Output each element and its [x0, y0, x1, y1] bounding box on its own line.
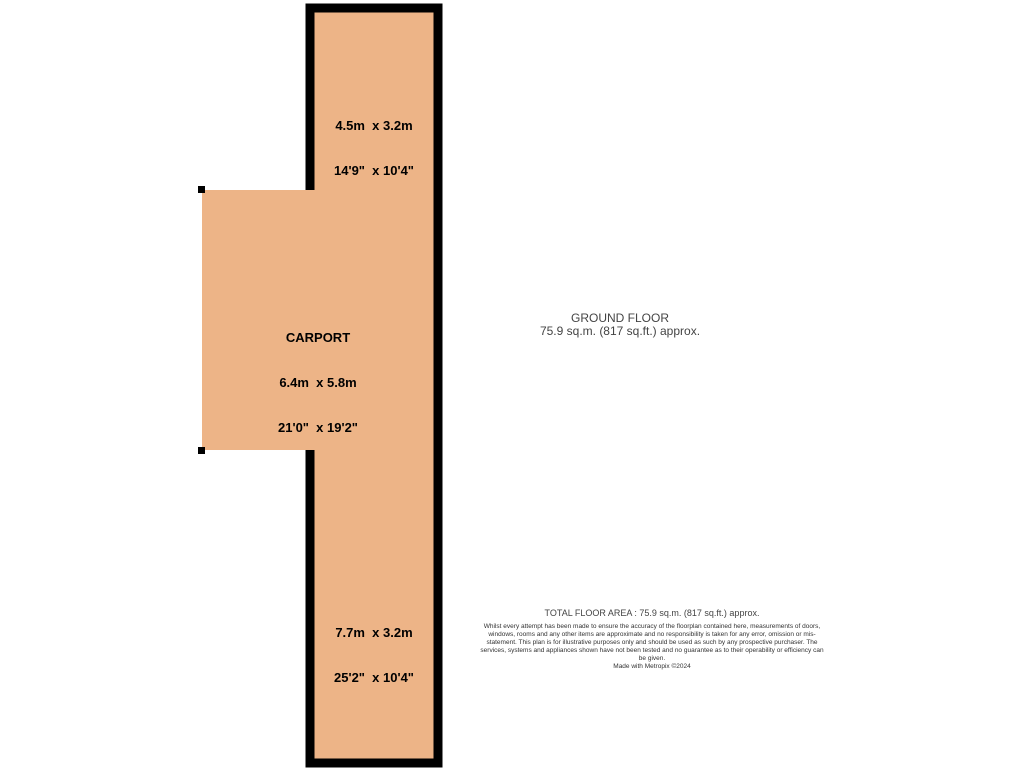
room-label-carport [258, 300, 378, 450]
carport-post-top [198, 186, 205, 193]
room-top-imperial: 14'9" x 10'4" [334, 163, 414, 178]
room-carport-name: CARPORT [285, 330, 351, 345]
made-with-credit: Made with Metropix ©2024 [613, 663, 691, 670]
room-carport-metric: 6.4m x 5.8m [279, 375, 357, 390]
room-bottom-metric: 7.7m x 3.2m [335, 625, 413, 640]
floor-title: GROUND FLOOR [570, 311, 669, 325]
floor-title-block [520, 312, 720, 338]
room-label-top [314, 88, 434, 193]
room-bottom-imperial: 25'2" x 10'4" [334, 670, 414, 685]
room-label-bottom [314, 595, 434, 700]
footer-block [476, 607, 828, 671]
room-carport-imperial: 21'0" x 19'2" [278, 420, 358, 435]
floor-area: 75.9 sq.m. (817 sq.ft.) approx. [539, 324, 701, 338]
carport-post-bottom [198, 447, 205, 454]
disclaimer-text: Whilst every attempt has been made to ensure the accuracy of the floorplan contained here, measurements of doors, windows, rooms and any other items are approximate and no responsibility is taken for any error, omission or mis-statement. This plan is for illustrative purposes only and should be used as such by any prospective purchaser. The services, systems and appliances shown have not been tested and no guarantee as to their operability or efficiency can be given. [480, 623, 824, 662]
room-top-metric: 4.5m x 3.2m [335, 118, 413, 133]
total-floor-area: TOTAL FLOOR AREA : 75.9 sq.m. (817 sq.ft.) approx. [544, 608, 760, 618]
